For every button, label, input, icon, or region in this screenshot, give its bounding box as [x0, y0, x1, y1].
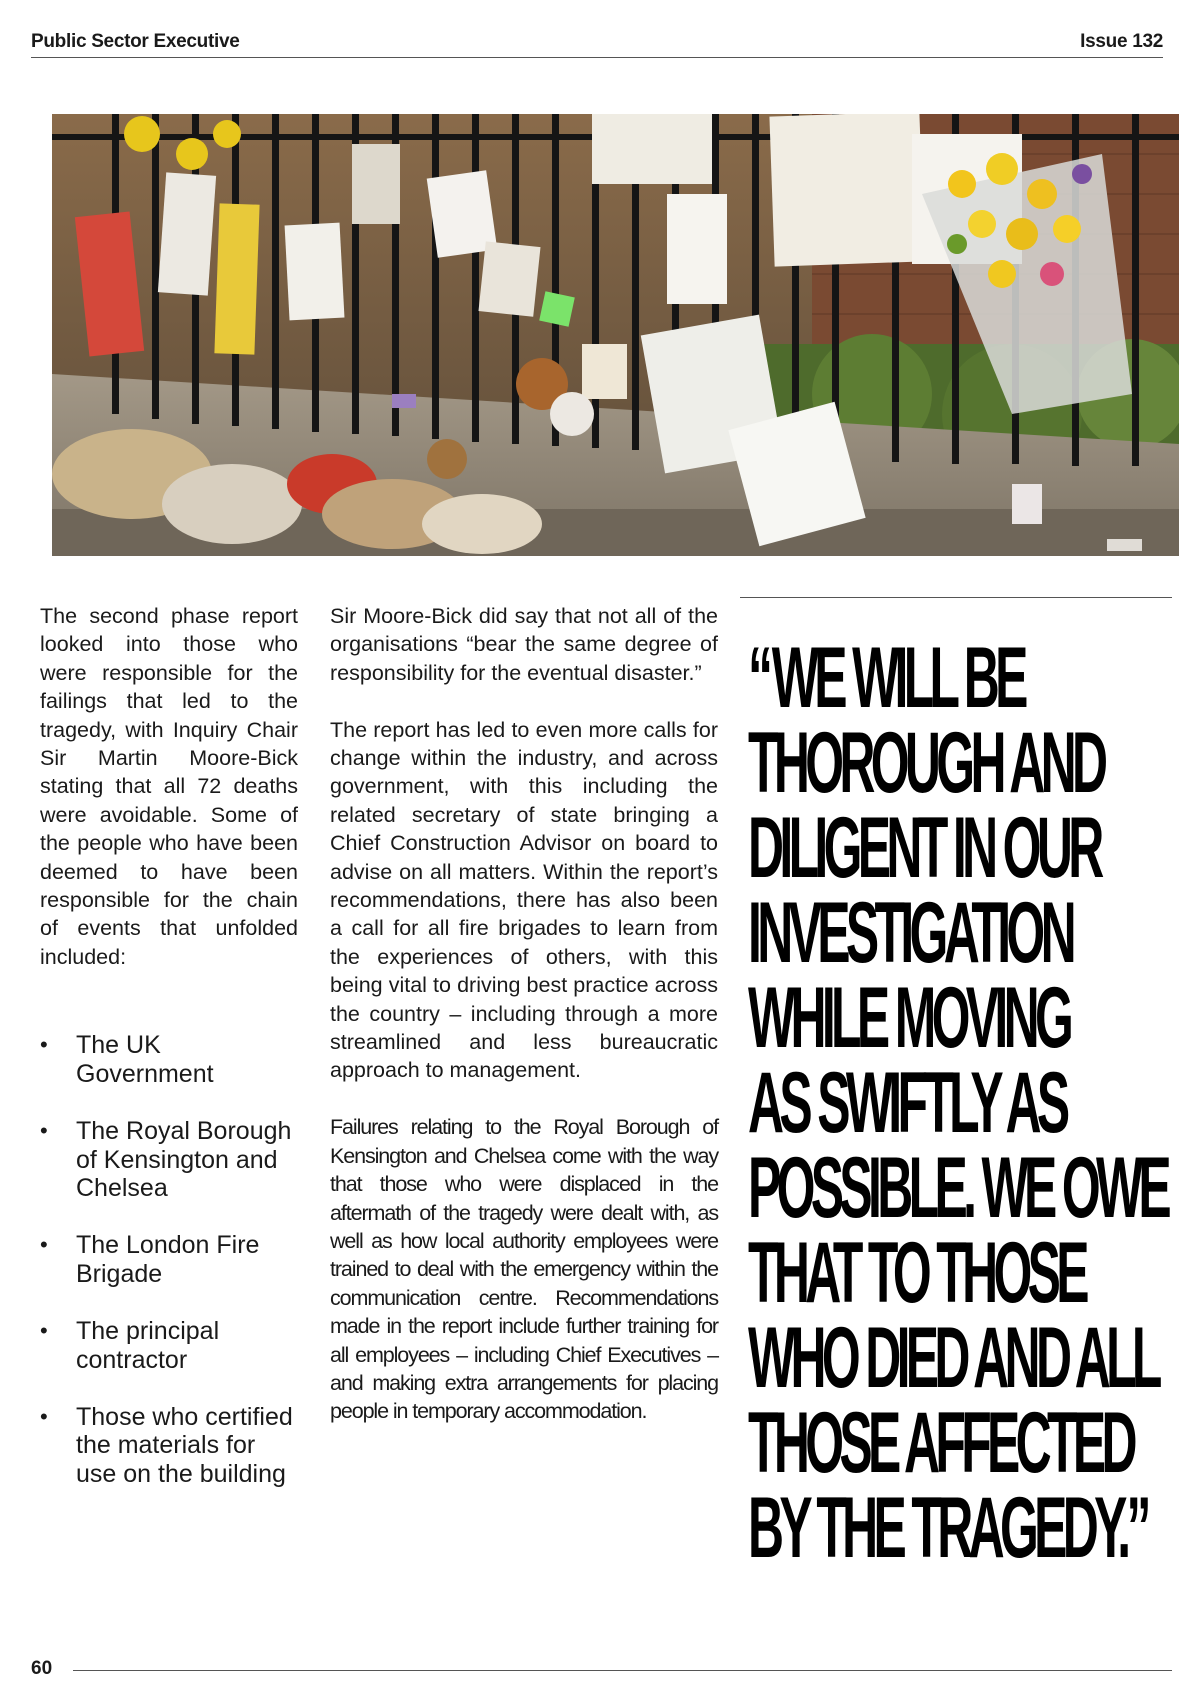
pullquote-line: POSSIBLE. WE OWE: [748, 1140, 1168, 1236]
pullquote-line: THAT TO THOSE: [748, 1225, 1085, 1321]
page-number: 60: [31, 1658, 53, 1679]
pullquote-line: WHO DIED AND ALL: [748, 1310, 1158, 1406]
pullquote-line: AS SWIFTLY AS: [748, 1055, 1066, 1151]
bullet-icon: •: [40, 1118, 48, 1144]
pullquote-line: THOSE AFFECTED: [748, 1395, 1133, 1491]
paragraph-responsibility: Sir Moore-Bick did say that not all of the organisations “bear the same degree of responsibility for the eventual disaster.”: [330, 604, 718, 685]
list-item: • The Royal Borough of Kensington and Chelsea: [40, 1117, 292, 1202]
list-item: • The London Fire Brigade: [40, 1231, 260, 1288]
paragraph-calls-for-change: The report has led to even more calls for change within the industry, and across government, with this including the related secretary of state bringing a Chief Construction Advisor on board to advise on all matters. Within the report’s recommendations, there has also been a call for all fire brigades to learn from the experiences of others, with this being vital to driving best practice across the country – including through a more streamlined and less bureaucratic approach to management.: [330, 717, 718, 1083]
pullquote-line: INVESTIGATION: [748, 885, 1072, 981]
paragraph-failures-rbkc: Failures relating to the Royal Borough of Kensington and Chelsea come with the way that those who were displaced in the aftermath of the tragedy were dealt with, as well as how local authority employees were trained to deal with the emergency within the communication centre. Recommendations made in the report include further training for all employees – including Chief Executives – and making extra arrangements for placing people in temporary accommodation.: [330, 1115, 718, 1424]
list-item: • The principal contractor: [40, 1317, 220, 1374]
memorial-photo-illustration: [52, 114, 1179, 556]
pullquote-line: WE WILL BE: [771, 630, 1024, 726]
page-header: [31, 28, 1163, 58]
bullet-icon: •: [40, 1232, 48, 1258]
footer-rule: [73, 1670, 1172, 1671]
bullet-icon: •: [40, 1032, 48, 1058]
list-item: • The UK Government: [40, 1031, 214, 1088]
pullquote-line: THOROUGH AND: [748, 715, 1104, 811]
publication-name: Public Sector Executive: [31, 31, 240, 52]
body-column-middle: [330, 602, 718, 1454]
body-column-left: [40, 602, 298, 1517]
pullquote-rule: [740, 597, 1172, 598]
memorial-photo: [52, 114, 1179, 556]
pullquote: [748, 630, 1168, 1576]
intro-paragraph: The second phase report looked into those who were responsible for the failings that led to the tragedy, with Inquiry Chair Sir Martin Moore-Bick stating that all 72 deaths were avoidable. Some of the people who have been deemed to have been responsible for the chain of events that unfolded included:: [40, 604, 298, 969]
bullet-icon: •: [40, 1403, 48, 1429]
close-quote-mark: ”: [1126, 1480, 1151, 1576]
page-footer: [31, 1658, 1172, 1682]
list-item: • Those who certified the materials for use on the building: [40, 1402, 293, 1488]
bullet-icon: •: [40, 1318, 48, 1344]
open-quote-mark: “: [748, 630, 772, 726]
pullquote-line: DILIGENT IN OUR: [748, 800, 1100, 896]
pullquote-line: BY THE TRAGEDY.: [748, 1480, 1127, 1576]
responsible-parties-list: [40, 1031, 298, 1488]
pullquote-line: WHILE MOVING: [748, 970, 1070, 1066]
issue-number: Issue 132: [1080, 31, 1163, 52]
